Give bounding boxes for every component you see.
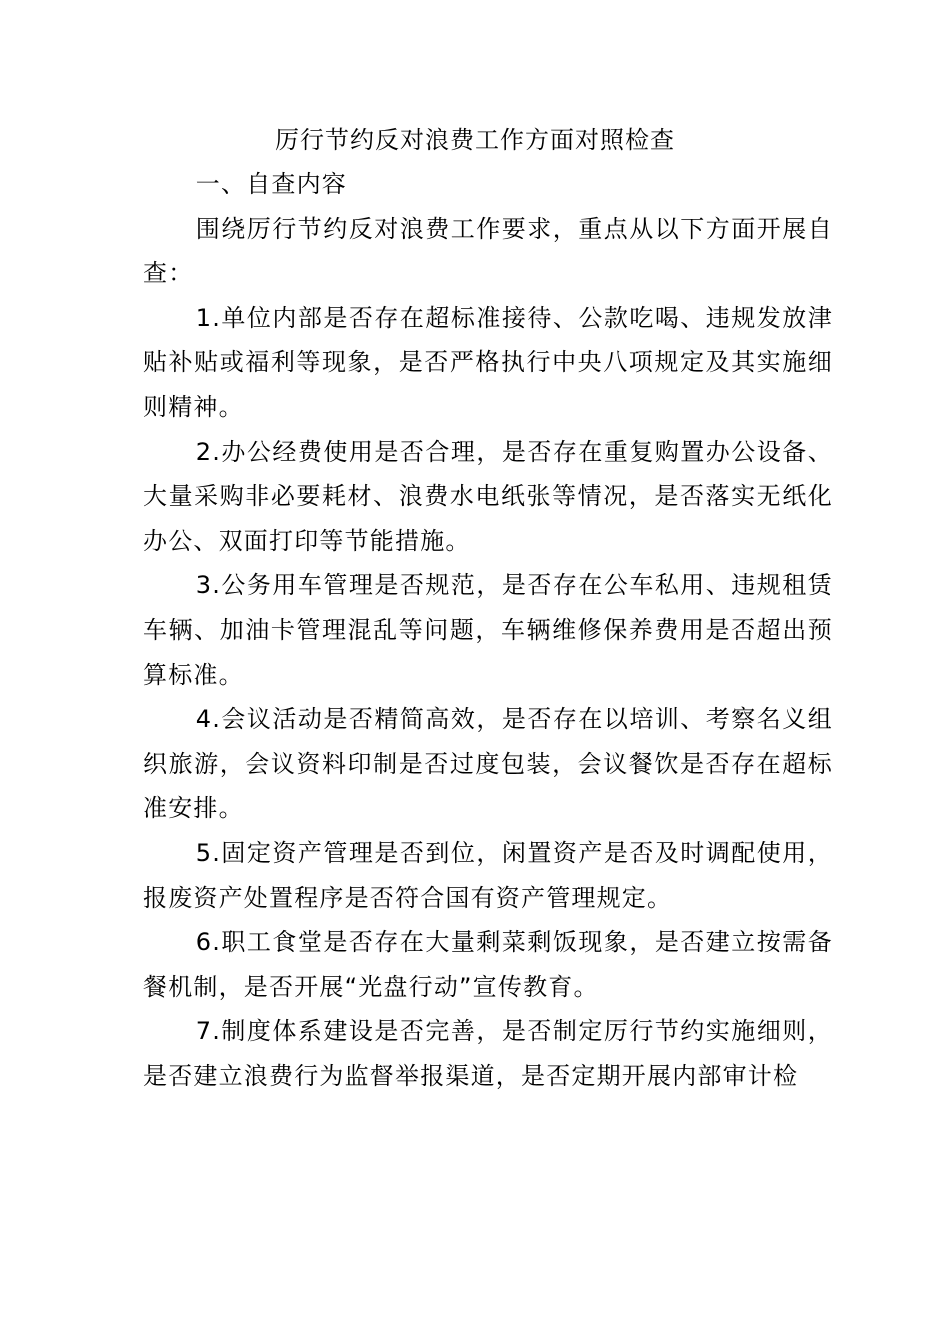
item-paragraph-7: 7.制度体系建设是否完善，是否制定厉行节约实施细则，是否建立浪费行为监督举报渠道，是否定期开展内部审计检 xyxy=(143,1017,833,1090)
section-heading: 一、自查内容 xyxy=(195,170,347,198)
item-paragraph-5: 5.固定资产管理是否到位，闲置资产是否及时调配使用，报废资产处置程序是否符合国有资产管理规定。 xyxy=(143,838,833,912)
intro-paragraph: 围绕厉行节约反对浪费工作要求，重点从以下方面开展自查： xyxy=(143,214,833,288)
document-body xyxy=(143,162,833,1098)
item-paragraph-3: 3.公务用车管理是否规范，是否存在公车私用、违规租赁车辆、加油卡管理混乱等问题，车辆维修保养费用是否超出预算标准。 xyxy=(143,571,833,689)
item-paragraph-2: 2.办公经费使用是否合理，是否存在重复购置办公设备、大量采购非必要耗材、浪费水电纸张等情况，是否落实无纸化办公、双面打印等节能措施。 xyxy=(143,437,833,555)
item-paragraph-1: 1.单位内部是否存在超标准接待、公款吃喝、违规发放津贴补贴或福利等现象，是否严格执行中央八项规定及其实施细则精神。 xyxy=(143,303,833,421)
item-paragraph-6: 6.职工食堂是否存在大量剩菜剩饭现象，是否建立按需备餐机制，是否开展“光盘行动”宣传教育。 xyxy=(143,928,833,1001)
document-title: 厉行节约反对浪费工作方面对照检查 xyxy=(275,126,675,154)
item-paragraph-4: 4.会议活动是否精简高效，是否存在以培训、考察名义组织旅游，会议资料印制是否过度包装，会议餐饮是否存在超标准安排。 xyxy=(143,705,833,823)
